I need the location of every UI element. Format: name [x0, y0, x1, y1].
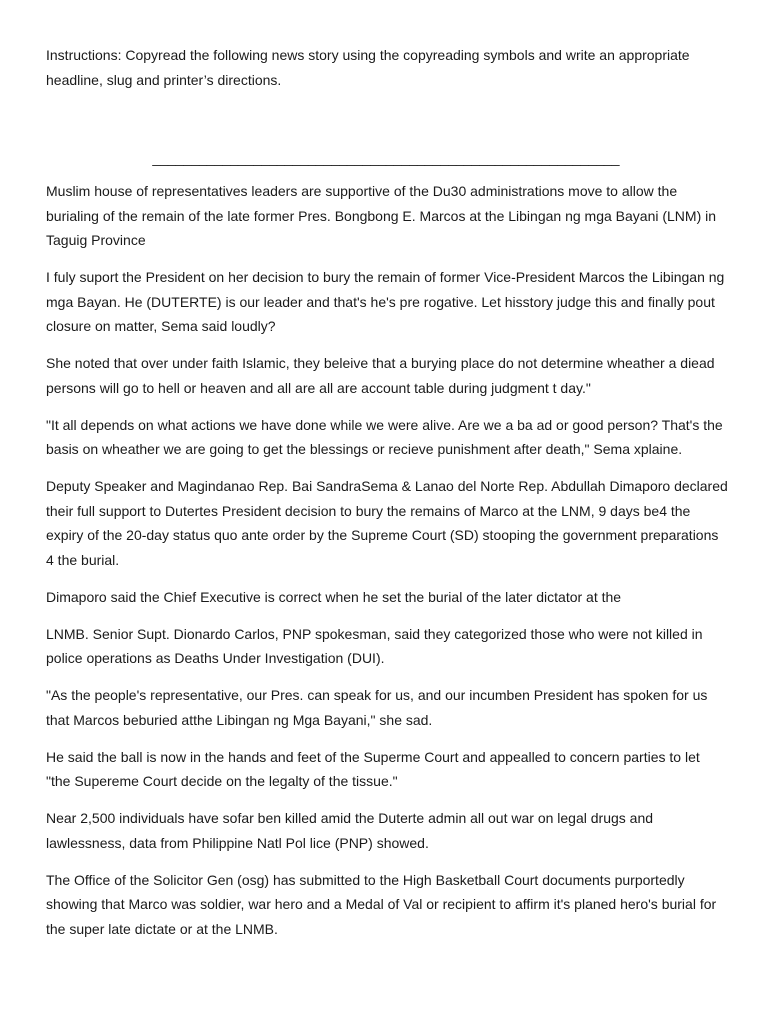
story-paragraph: Deputy Speaker and Magindanao Rep. Bai SandraSema & Lanao del Norte Rep. Abdullah Dimaporo declared their full support to Dutertes President decision to bury the remains of Marco at the LNM, 9 days be4 the expiry of the 20-day status quo ante order by the Supreme Court (SD) stooping the government preparations 4 the burial. [46, 478, 728, 568]
instructions-text: Instructions: Copyread the following news story using the copyreading symbols and write an appropriate headline, slug and printer’s directions. [46, 47, 690, 88]
news-story [46, 179, 728, 954]
story-paragraph: Dimaporo said the Chief Executive is correct when he set the burial of the later dictator at the [46, 588, 622, 605]
story-paragraph: I fuly suport the President on her decision to bury the remain of former Vice-President Marcos the Libingan ng mga Bayan. He (DUTERTE) is our leader and that's he's pre rogative. Let hisstory judge this and finally pout closure on matter, Sema said loudly? [46, 269, 725, 334]
divider-line: ____________________________________________________________ [152, 150, 620, 166]
story-paragraph: Near 2,500 individuals have sofar ben killed amid the Duterte admin all out war on legal drugs and lawlessness, data from Philippine Natl Pol lice (PNP) showed. [46, 810, 654, 851]
story-paragraph: He said the ball is now in the hands and feet of the Superme Court and appealled to concern parties to let "the Supereme Court decide on the legalty of the tissue." [46, 748, 700, 789]
story-paragraph: "It all depends on what actions we have done while we were alive. Are we a ba ad or good person? That's the basis on wheather we are going to get the blessings or recieve punishment after death," Sema xplaine. [46, 416, 723, 457]
story-paragraph: Muslim house of representatives leaders are supportive of the Du30 administrations move to allow the burialing of the remain of the late former Pres. Bongbong E. Marcos at the Libingan ng mga Bayani (LNM) in Taguig Province [46, 183, 717, 248]
story-paragraph: The Office of the Solicitor Gen (osg) has submitted to the High Basketball Court documents purportedly showing that Marco was soldier, war hero and a Medal of Val or recipient to affirm it's planed hero's burial for the super late dictate or at the LNMB. [46, 871, 717, 937]
story-paragraph: LNMB. Senior Supt. Dionardo Carlos, PNP spokesman, said they categorized those who were not killed in police operations as Deaths Under Investigation (DUI). [46, 625, 703, 666]
story-paragraph: She noted that over under faith Islamic, they beleive that a burying place do not determine wheather a diead persons will go to hell or heaven and all are all are account table during judgment t day." [46, 355, 715, 396]
story-paragraph: "As the people's representative, our Pres. can speak for us, and our incumben President has spoken for us that Marcos beburied atthe Libingan ng Mga Bayani," she sad. [46, 687, 708, 728]
